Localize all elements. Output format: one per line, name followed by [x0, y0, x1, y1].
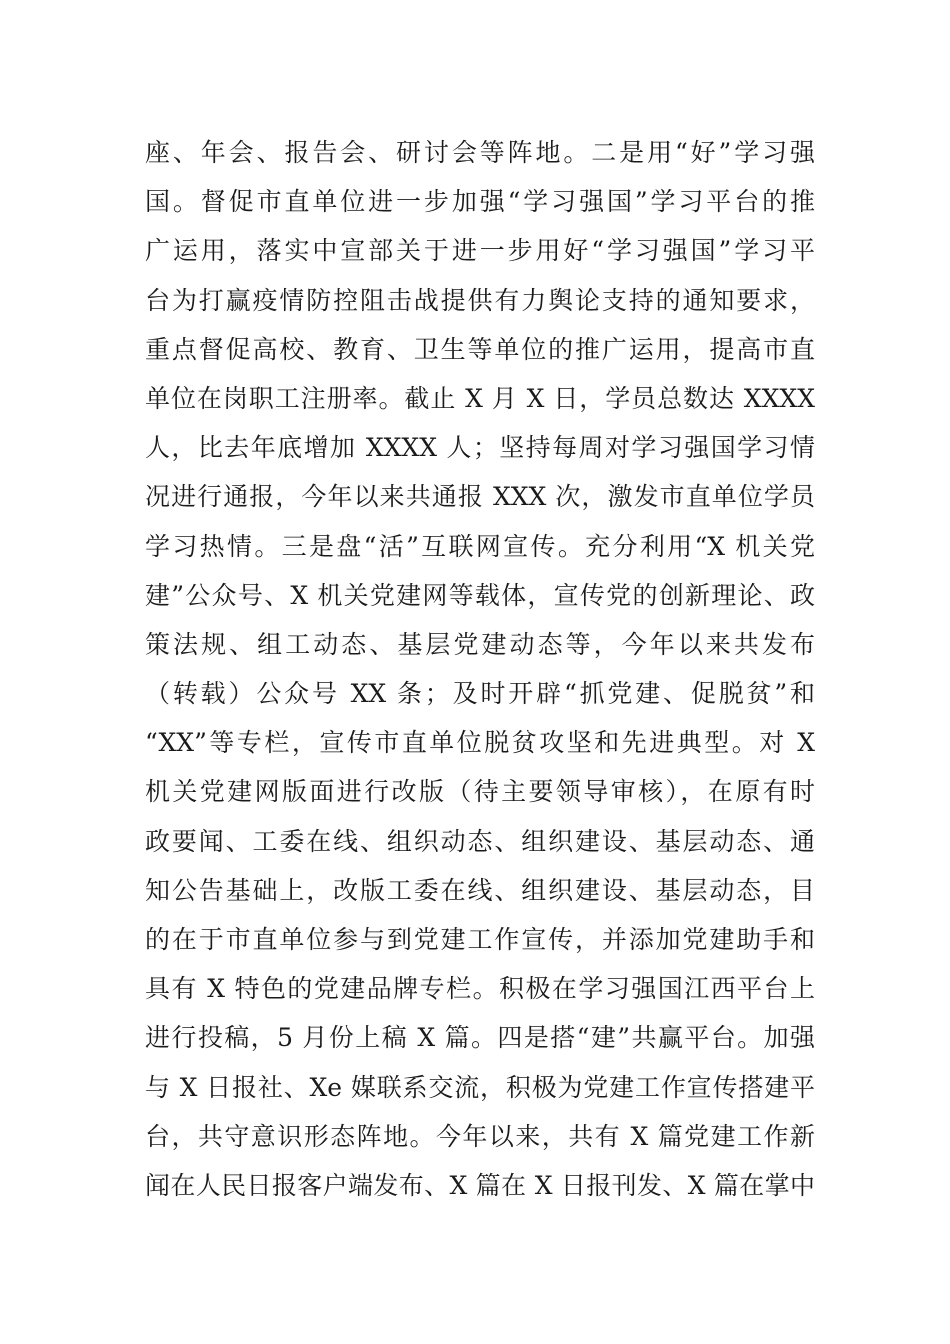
text-line: 进行投稿，5 月份上稿 X 篇。四是搭“建”共赢平台。加强 [145, 1023, 815, 1053]
text-line: 人，比去年底增加 XXXX 人；坚持每周对学习强国学习情 [145, 433, 815, 463]
body-text [145, 128, 815, 1210]
text-line: 况进行通报，今年以来共通报 XXX 次，激发市直单位学员 [145, 482, 815, 512]
text-line: 学习热情。三是盘“活”互联网宣传。充分利用“X 机关党 [145, 531, 815, 561]
text-line: 台为打赢疫情防控阻击战提供有力舆论支持的通知要求， [145, 285, 815, 315]
text-line: “XX”等专栏，宣传市直单位脱贫攻坚和先进典型。对 X [145, 728, 815, 758]
text-line: （转载）公众号 XX 条；及时开辟“抓党建、促脱贫”和 [145, 679, 815, 709]
text-line: 广运用，落实中宣部关于进一步用好“学习强国”学习平 [145, 236, 815, 266]
text-line: 机关党建网版面进行改版（待主要领导审核），在原有时 [145, 777, 815, 807]
text-line: 建”公众号、X 机关党建网等载体，宣传党的创新理论、政 [145, 580, 815, 610]
text-line: 的在于市直单位参与到党建工作宣传，并添加党建助手和 [145, 925, 815, 954]
text-line: 重点督促高校、教育、卫生等单位的推广运用，提高市直 [145, 334, 815, 364]
text-line: 单位在岗职工注册率。截止 X 月 X 日，学员总数达 XXXX [145, 383, 815, 413]
text-line: 台，共守意识形态阵地。今年以来，共有 X 篇党建工作新 [145, 1121, 815, 1151]
text-line: 策法规、组工动态、基层党建动态等，今年以来共发布 [145, 629, 815, 659]
text-line: 国。督促市直单位进一步加强“学习强国”学习平台的推 [145, 187, 815, 217]
text-line: 与 X 日报社、Xe 媒联系交流，积极为党建工作宣传搭建平 [145, 1072, 815, 1102]
text-line: 座、年会、报告会、研讨会等阵地。二是用“好”学习强 [145, 138, 815, 167]
text-line: 政要闻、工委在线、组织动态、组织建设、基层动态、通 [145, 826, 815, 856]
text-line: 闻在人民日报客户端发布、X 篇在 X 日报刊发、X 篇在掌中 [145, 1170, 815, 1200]
text-line: 具有 X 特色的党建品牌专栏。积极在学习强国江西平台上 [145, 974, 815, 1004]
text-line: 知公告基础上，改版工委在线、组织建设、基层动态，目 [145, 875, 815, 905]
